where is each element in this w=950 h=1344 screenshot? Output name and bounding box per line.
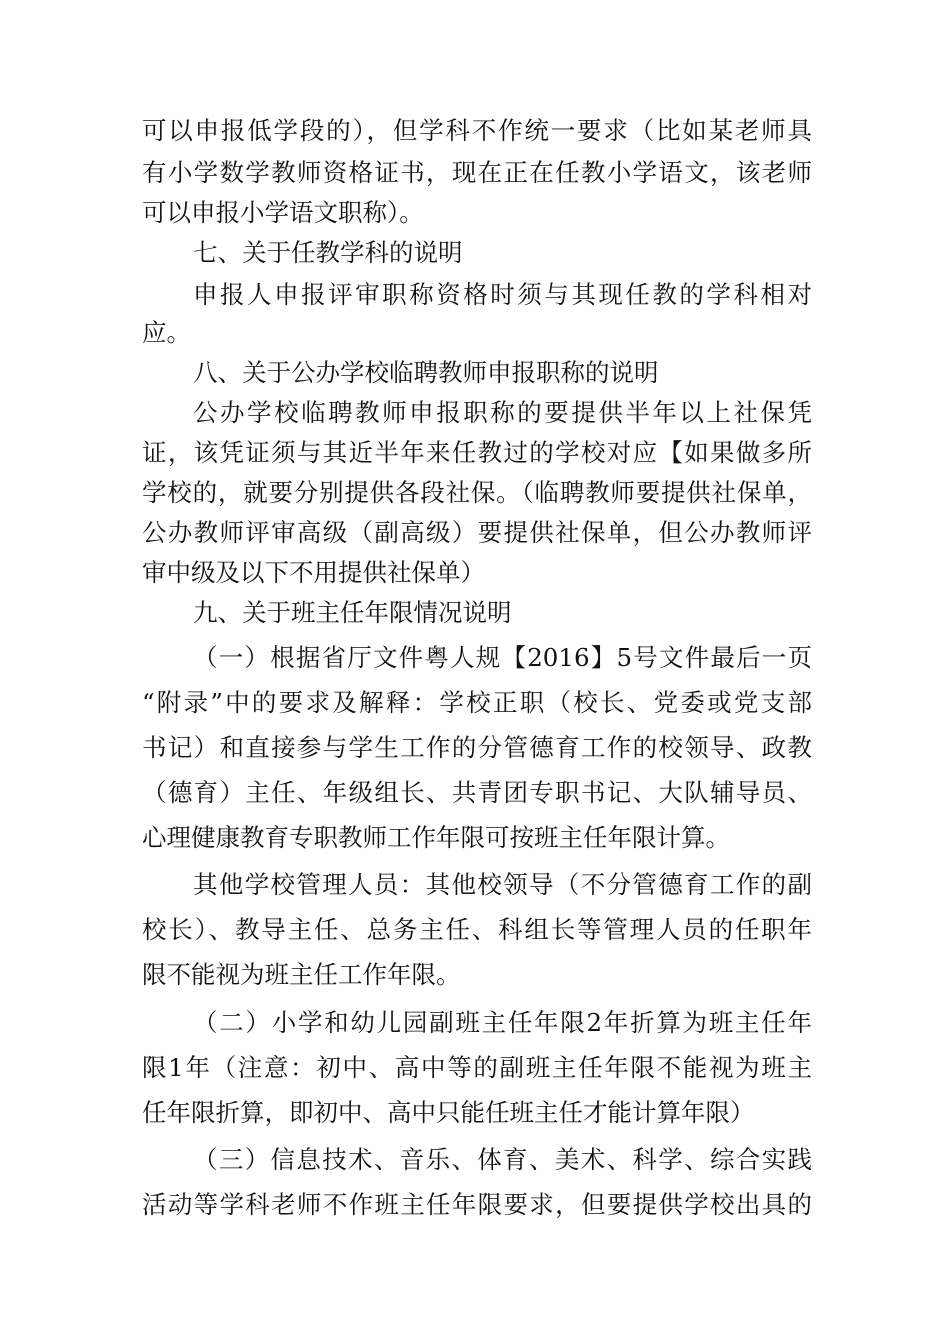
paragraph-line: 限不能视为班主任工作年限。 [142, 960, 461, 989]
paragraph-line: 活动等学科老师不作班主任年限要求，但要提供学校出具的 [142, 1190, 812, 1219]
paragraph-line: 申报人申报评审职称资格时须与其现任教的学科相对 [193, 280, 812, 309]
paragraph-line: 心理健康教育专职教师工作年限可按班主任年限计算。 [142, 823, 730, 852]
paragraph-line: 其他学校管理人员：其他校领导（不分管德育工作的副 [193, 870, 812, 899]
paragraph-line: 书记）和直接参与学生工作的分管德育工作的校领导、政教 [142, 733, 812, 762]
paragraph-line: （德育）主任、年级组长、共青团专职书记、大队辅导员、 [142, 778, 812, 807]
paragraph-line: （二）小学和幼儿园副班主任年限2年折算为班主任年 [193, 1008, 812, 1037]
paragraph-line: 有小学数学教师资格证书，现在正在任教小学语文，该老师 [142, 158, 812, 187]
paragraph-line: 审中级及以下不用提供社保单） [142, 558, 485, 587]
paragraph-line: 公办教师评审高级（副高级）要提供社保单，但公办教师评 [142, 518, 812, 547]
paragraph-line: 证，该凭证须与其近半年来任教过的学校对应【如果做多所 [142, 438, 812, 467]
paragraph-line: 校长）、教导主任、总务主任、科组长等管理人员的任职年 [142, 915, 812, 944]
section-heading: 八、关于公办学校临聘教师申报职称的说明 [193, 358, 659, 387]
paragraph-line: （一）根据省厅文件粤人规【2016】5号文件最后一页 [193, 643, 812, 672]
section-heading: 九、关于班主任年限情况说明 [193, 598, 512, 627]
paragraph-line: 可以申报小学语文职称）。 [142, 198, 424, 227]
paragraph-line: 限1年（注意：初中、高中等的副班主任年限不能视为班主 [142, 1053, 812, 1082]
paragraph-line: 任年限折算，即初中、高中只能任班主任才能计算年限） [142, 1098, 755, 1127]
paragraph-line: 可以申报低学段的），但学科不作统一要求（比如某老师具 [142, 116, 812, 145]
paragraph-line: 公办学校临聘教师申报职称的要提供半年以上社保凭 [193, 398, 812, 427]
paragraph-line: 应。 [142, 318, 191, 347]
paragraph-line: （三）信息技术、音乐、体育、美术、科学、综合实践 [193, 1145, 812, 1174]
paragraph-line: 学校的，就要分别提供各段社保。（临聘教师要提供社保单， [142, 478, 812, 507]
section-heading: 七、关于任教学科的说明 [193, 238, 463, 267]
paragraph-line: “附录”中的要求及解释：学校正职（校长、党委或党支部 [142, 688, 812, 717]
